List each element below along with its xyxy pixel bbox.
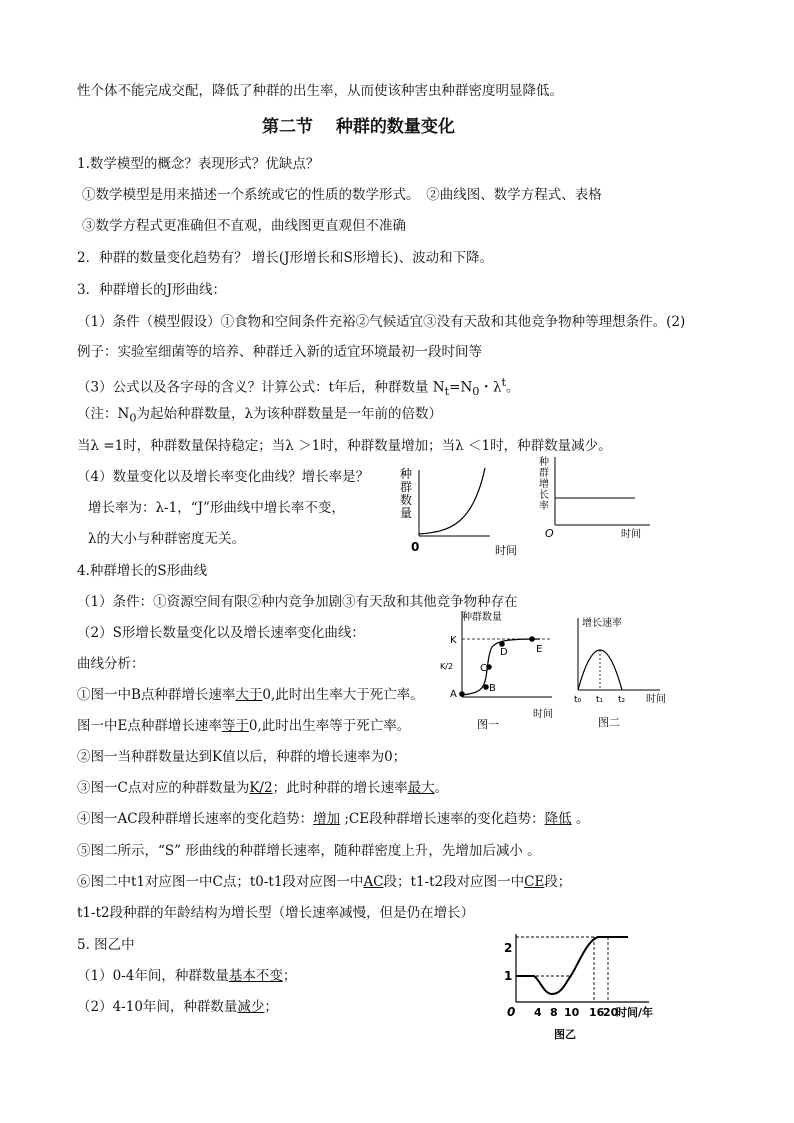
underlined-answer: 等于: [221, 718, 249, 734]
y-axis-label: 增长速率: [582, 618, 622, 629]
underlined-answer: 最大: [407, 780, 435, 796]
text-run: （注：N: [77, 406, 130, 422]
text-line: [82, 186, 602, 204]
text-line: [77, 437, 612, 455]
text-run: （3）公式以及各字母的含义？计算公式：t年后，种群数量 N: [77, 379, 445, 396]
y-axis-label-char: 种: [400, 467, 413, 481]
origin-label: 0: [507, 1005, 516, 1019]
text-run: 。: [571, 811, 590, 827]
origin-label: 0: [411, 540, 420, 554]
text-run: 5. 图乙中: [77, 937, 135, 953]
underlined-answer: 增加: [313, 811, 341, 827]
text-run: （1）0-4年间，种群数量: [77, 968, 229, 984]
text-run: ④图一AC段种群增长速率的变化趋势：: [77, 811, 314, 827]
text-line: [77, 904, 474, 922]
text-run: ②图一当种群数量达到K值以后，种群的增长速率为0；: [77, 749, 407, 765]
underlined-answer: AC: [363, 874, 384, 890]
subscript: 0: [129, 411, 137, 425]
underlined-answer: 降低: [544, 811, 572, 827]
text-line: [77, 779, 448, 797]
y-axis-label-char: 增: [539, 479, 549, 490]
text-run: （1）条件：①资源空间有限②种内竞争加剧③有天敌和其他竞争物种存在: [77, 594, 518, 610]
y-axis-label-char: 群: [539, 468, 549, 479]
x-tick-label: t₁: [596, 695, 604, 705]
text-line: [77, 936, 135, 954]
text-run: （1）条件（模型假设）①食物和空间条件充裕②气候适宜③没有天敌和其他竞争物种等理想条件。(2): [77, 314, 686, 330]
text-run: 增长率为：λ-1，“J”形曲线中增长率不变，: [88, 500, 345, 516]
s-curve-rate-figure: [570, 612, 680, 732]
text-run: ;CE段种群增长速率的变化趋势：: [340, 811, 545, 827]
text-line: [77, 624, 365, 642]
y-axis-label-char: 种: [539, 457, 549, 468]
y-axis-label-char: 数: [400, 493, 413, 507]
caption: 图乙: [554, 1028, 576, 1041]
underlined-answer: CE: [524, 874, 545, 890]
text-line: [88, 499, 345, 517]
text-line: [77, 405, 442, 428]
curve-point: [499, 641, 505, 647]
y-axis-label-char: 量: [400, 506, 413, 520]
text-run: 段；t1-t2段对应图一中: [383, 874, 525, 890]
text-line: [77, 810, 589, 828]
k-label: K: [450, 635, 457, 646]
text-line: [77, 374, 520, 401]
y-axis-label-char: 率: [539, 501, 549, 512]
text-run: （2）S形增长数量变化以及增长速率变化曲线：: [77, 625, 365, 641]
text-run: ⑤图二所示，“S” 形曲线的种群增长速率，随种群密度上升，先增加后减小 。: [77, 843, 541, 859]
text-run: 1.数学模型的概念？表现形式？优缺点？: [77, 156, 320, 172]
text-line: [77, 842, 541, 860]
y-tick-label: 1: [504, 969, 513, 983]
text-line: [77, 468, 369, 486]
y-axis-label: 种群数量: [462, 612, 502, 623]
text-run: ①图一中B点种群增长速率: [77, 687, 236, 703]
text-run: 0,此时出生率等于死亡率。: [248, 718, 411, 734]
x-axis-label: 时间: [533, 709, 553, 720]
text-run: λ的大小与种群密度无关。: [88, 531, 246, 547]
origin-label: O: [545, 527, 554, 540]
text-run: 图一中E点种群增长速率: [77, 718, 222, 734]
text-run: t1-t2段种群的年龄结构为增长型（增长速率减慢，但是仍在增长）: [77, 905, 475, 921]
underlined-answer: 减少: [237, 999, 265, 1015]
text-run: 为起始种群数量，λ为该种群数量是一年前的倍数）: [136, 406, 443, 422]
text-line: [77, 998, 278, 1016]
text-run: 。: [506, 379, 520, 396]
curve-point-label: B: [489, 683, 496, 694]
text-line: [77, 873, 571, 891]
text-line: [77, 686, 424, 704]
text-run: 4.种群增长的S形曲线: [77, 563, 208, 579]
text-line: [77, 249, 493, 267]
text-run: （2）4-10年间，种群数量: [77, 999, 238, 1015]
text-run: 性个体不能完成交配，降低了种群的出生率，从而使该种害虫种群密度明显降低。: [77, 83, 563, 99]
text-line: [77, 748, 406, 766]
text-line: [88, 530, 245, 548]
text-run: ；: [264, 999, 278, 1015]
x-axis-label: 时间: [621, 529, 641, 540]
caption: 图一: [477, 718, 499, 731]
x-axis-label: 时间: [646, 694, 666, 705]
text-run: （4）数量变化以及增长率变化曲线？增长率是？: [77, 469, 370, 485]
y-tick-label: 2: [504, 941, 513, 955]
text-line: [77, 967, 296, 985]
text-run: =N: [449, 379, 473, 396]
curve-point-label: A: [450, 689, 457, 700]
text-run: ；: [282, 968, 297, 984]
k2-label: K/2: [440, 662, 454, 671]
x-tick-label: 16: [589, 1006, 605, 1019]
text-run: ③图一C点对应的种群数量为: [77, 780, 250, 796]
text-run: 曲线分析：: [77, 656, 145, 672]
subscript: 0: [472, 385, 480, 399]
text-run: ⑥图二中t1对应图一中C点；t0-t1段对应图一中: [77, 874, 364, 890]
text-line: [77, 562, 207, 580]
y-axis-label-char: 长: [539, 490, 549, 501]
text-run: 当λ =1时，种群数量保持稳定；当λ ＞1时，种群数量增加；当λ ＜1时，种群数量减少。: [77, 438, 612, 454]
j-curve-count-figure: [395, 462, 517, 562]
x-tick-label: 10: [564, 1006, 580, 1019]
x-tick-label: t₀: [574, 695, 582, 705]
subscript: t: [444, 385, 450, 399]
curve-point: [459, 691, 465, 697]
j-curve-rate-figure: [535, 455, 655, 545]
s-curve-count-figure: [440, 605, 565, 735]
x-axis-label: 时间: [495, 544, 517, 557]
text-line: [82, 217, 406, 235]
text-line: [77, 281, 226, 299]
lambda-curve: [516, 937, 628, 994]
text-run: 。: [434, 780, 449, 796]
text-line: [77, 313, 685, 331]
x-tick-label: 4: [534, 1006, 542, 1019]
text-run: 0,此时出生率大于死亡率。: [262, 687, 424, 703]
text-line: [77, 717, 410, 735]
curve-point-label: C: [480, 663, 487, 674]
text-line: [77, 655, 145, 673]
text-run: 2．种群的数量变化趋势有？ 增长(J形增长和S形增长)、波动和下降。: [77, 250, 494, 266]
underlined-answer: K/2: [249, 780, 273, 796]
x-tick-label: 8: [550, 1006, 558, 1019]
superscript: t: [501, 376, 507, 389]
text-run: ③数学方程式更准确但不直观，曲线图更直观但不准确: [82, 218, 406, 234]
underlined-answer: 大于: [235, 687, 263, 703]
curve-point: [486, 664, 492, 670]
text-run: ；此时种群的增长速率: [272, 780, 408, 796]
text-line: [77, 343, 482, 361]
caption: 图二: [598, 716, 620, 729]
x-axis-label: 时间/年: [616, 1006, 654, 1019]
text-run: 例子：实验室细菌等的培养、种群迁入新的适宜环境最初一段时间等: [77, 344, 482, 360]
section-title: 第二节 种群的数量变化: [262, 117, 455, 137]
curve-point: [483, 684, 489, 690]
underlined-answer: 基本不变: [228, 968, 283, 984]
j-curve: [419, 468, 485, 534]
curve-point: [529, 636, 535, 642]
y-axis-label-char: 群: [400, 480, 413, 494]
text-run: 3．种群增长的J形曲线：: [77, 282, 227, 298]
text-run: 段；: [544, 874, 572, 890]
x-tick-label: t₂: [618, 695, 626, 705]
lambda-figure-yi: [502, 932, 672, 1052]
text-run: ・λ: [479, 379, 502, 396]
curve-point-label: D: [500, 647, 508, 658]
x-tick-label: 20: [603, 1006, 619, 1019]
curve-point-label: E: [536, 644, 543, 655]
text-line: [77, 82, 563, 100]
text-run: ①数学模型是用来描述一个系统或它的性质的数学形式。 ②曲线图、数学方程式、表格: [82, 187, 602, 203]
text-line: [77, 155, 319, 173]
